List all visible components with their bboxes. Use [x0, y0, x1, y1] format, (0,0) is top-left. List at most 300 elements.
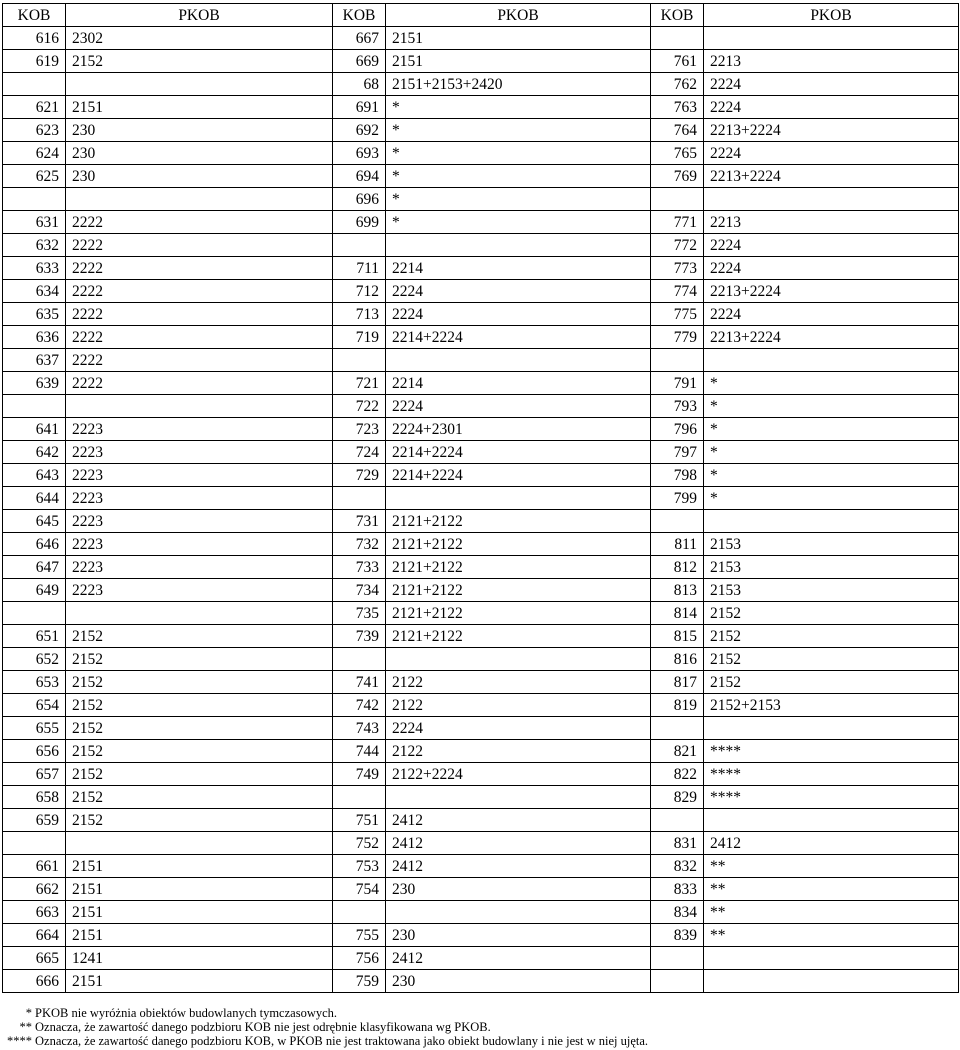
pkob-cell: 1241 [66, 947, 333, 970]
kob-cell: 666 [3, 970, 66, 993]
pkob-cell: ** [704, 924, 959, 947]
kob-cell: 829 [651, 786, 704, 809]
table-row [3, 487, 959, 510]
kob-cell [651, 510, 704, 533]
kob-cell: 693 [333, 142, 386, 165]
kob-cell: 833 [651, 878, 704, 901]
pkob-cell: 230 [66, 165, 333, 188]
kob-cell: 68 [333, 73, 386, 96]
kob-cell [3, 602, 66, 625]
kob-cell: 625 [3, 165, 66, 188]
kob-cell: 743 [333, 717, 386, 740]
header-kob-2: KOB [333, 4, 386, 27]
table-row [3, 602, 959, 625]
kob-cell: 659 [3, 809, 66, 832]
pkob-cell: ** [704, 855, 959, 878]
kob-cell: 649 [3, 579, 66, 602]
pkob-cell: 2214 [386, 257, 651, 280]
pkob-cell: 2224 [704, 73, 959, 96]
kob-cell: 811 [651, 533, 704, 556]
kob-cell: 815 [651, 625, 704, 648]
pkob-cell [386, 487, 651, 510]
pkob-cell: **** [704, 786, 959, 809]
kob-cell [651, 188, 704, 211]
pkob-cell: 2121+2122 [386, 579, 651, 602]
kob-cell: 775 [651, 303, 704, 326]
pkob-cell: 2213+2224 [704, 119, 959, 142]
kob-cell: 632 [3, 234, 66, 257]
footnote-text: Oznacza, że zawartość danego podzbioru KOB, w PKOB nie jest traktowana jako obiekt budowlany i nie jest w niej ujęta. [35, 1034, 649, 1048]
kob-cell: 798 [651, 464, 704, 487]
kob-cell: 772 [651, 234, 704, 257]
pkob-cell: 2151 [386, 27, 651, 50]
pkob-cell: 2224 [386, 280, 651, 303]
pkob-cell: 2122+2224 [386, 763, 651, 786]
pkob-cell: * [386, 119, 651, 142]
table-row [3, 418, 959, 441]
pkob-cell: 230 [386, 970, 651, 993]
pkob-cell [386, 349, 651, 372]
kob-cell: 635 [3, 303, 66, 326]
pkob-cell [66, 832, 333, 855]
pkob-cell: 2151 [66, 901, 333, 924]
pkob-cell: 2153 [704, 556, 959, 579]
pkob-cell: 2224 [386, 395, 651, 418]
kob-cell [333, 786, 386, 809]
kob-cell: 723 [333, 418, 386, 441]
pkob-cell [66, 73, 333, 96]
pkob-cell: 2152+2153 [704, 694, 959, 717]
pkob-cell: 2122 [386, 671, 651, 694]
header-kob-3: KOB [651, 4, 704, 27]
kob-cell: 643 [3, 464, 66, 487]
kob-cell: 699 [333, 211, 386, 234]
table-row [3, 372, 959, 395]
kob-cell: 741 [333, 671, 386, 694]
pkob-cell: 2223 [66, 464, 333, 487]
kob-cell: 719 [333, 326, 386, 349]
kob-cell [651, 970, 704, 993]
pkob-cell: 230 [66, 142, 333, 165]
table-row [3, 809, 959, 832]
kob-cell: 665 [3, 947, 66, 970]
pkob-cell [704, 27, 959, 50]
pkob-cell: ** [704, 901, 959, 924]
pkob-cell: 2213+2224 [704, 165, 959, 188]
kob-cell [651, 809, 704, 832]
header-pkob-3: PKOB [704, 4, 959, 27]
pkob-cell: 2214 [386, 372, 651, 395]
pkob-cell [704, 970, 959, 993]
kob-cell: 771 [651, 211, 704, 234]
table-row [3, 786, 959, 809]
pkob-cell: 2151 [66, 924, 333, 947]
kob-pkob-table [2, 3, 959, 993]
table-row [3, 50, 959, 73]
table-row [3, 694, 959, 717]
kob-cell: 749 [333, 763, 386, 786]
table-body [3, 27, 959, 993]
pkob-cell: 2152 [704, 602, 959, 625]
kob-cell: 754 [333, 878, 386, 901]
kob-cell: 662 [3, 878, 66, 901]
pkob-cell: * [386, 142, 651, 165]
table-row [3, 625, 959, 648]
kob-cell: 759 [333, 970, 386, 993]
kob-cell: 735 [333, 602, 386, 625]
pkob-cell [386, 648, 651, 671]
table-row [3, 832, 959, 855]
pkob-cell [704, 510, 959, 533]
kob-cell: 721 [333, 372, 386, 395]
kob-cell: 761 [651, 50, 704, 73]
pkob-cell: 2222 [66, 211, 333, 234]
pkob-cell [66, 188, 333, 211]
pkob-cell: 2153 [704, 579, 959, 602]
pkob-cell: 2222 [66, 303, 333, 326]
table-row [3, 924, 959, 947]
kob-cell: 655 [3, 717, 66, 740]
table-row [3, 280, 959, 303]
table-row [3, 970, 959, 993]
pkob-cell [704, 809, 959, 832]
kob-cell: 636 [3, 326, 66, 349]
kob-cell: 621 [3, 96, 66, 119]
kob-cell: 755 [333, 924, 386, 947]
kob-cell: 813 [651, 579, 704, 602]
pkob-cell: 2224 [704, 303, 959, 326]
pkob-cell: 2152 [66, 50, 333, 73]
kob-cell: 669 [333, 50, 386, 73]
table-row [3, 234, 959, 257]
pkob-cell: 2214+2224 [386, 326, 651, 349]
kob-cell: 774 [651, 280, 704, 303]
pkob-cell: 2152 [66, 625, 333, 648]
kob-cell [333, 648, 386, 671]
kob-cell: 639 [3, 372, 66, 395]
kob-cell: 691 [333, 96, 386, 119]
pkob-cell: 2152 [704, 648, 959, 671]
kob-cell: 733 [333, 556, 386, 579]
footnote [0, 1020, 648, 1034]
kob-cell: 616 [3, 27, 66, 50]
kob-cell: 797 [651, 441, 704, 464]
pkob-cell: 2121+2122 [386, 602, 651, 625]
kob-cell: 656 [3, 740, 66, 763]
kob-cell: 819 [651, 694, 704, 717]
pkob-cell: * [704, 441, 959, 464]
pkob-cell: * [386, 188, 651, 211]
pkob-cell: 2122 [386, 740, 651, 763]
pkob-cell: 2224 [704, 142, 959, 165]
kob-cell: 752 [333, 832, 386, 855]
pkob-cell: 2214+2224 [386, 464, 651, 487]
pkob-cell [704, 349, 959, 372]
pkob-cell: 2412 [704, 832, 959, 855]
pkob-cell: 2222 [66, 326, 333, 349]
pkob-cell: 2152 [66, 717, 333, 740]
pkob-cell [386, 234, 651, 257]
pkob-cell: **** [704, 763, 959, 786]
pkob-cell: 2223 [66, 441, 333, 464]
pkob-cell: 2151 [66, 96, 333, 119]
pkob-cell: 2151 [66, 970, 333, 993]
table-row [3, 901, 959, 924]
header-kob-1: KOB [3, 4, 66, 27]
kob-cell: 769 [651, 165, 704, 188]
pkob-cell: 2412 [386, 947, 651, 970]
pkob-cell: 2151+2153+2420 [386, 73, 651, 96]
pkob-cell: 2224+2301 [386, 418, 651, 441]
kob-cell: 831 [651, 832, 704, 855]
pkob-cell: * [704, 395, 959, 418]
kob-cell: 773 [651, 257, 704, 280]
pkob-cell: 2223 [66, 418, 333, 441]
kob-cell: 822 [651, 763, 704, 786]
pkob-cell: 2121+2122 [386, 510, 651, 533]
kob-cell: 623 [3, 119, 66, 142]
kob-cell: 663 [3, 901, 66, 924]
kob-cell: 763 [651, 96, 704, 119]
table-row [3, 211, 959, 234]
pkob-cell: 2152 [66, 740, 333, 763]
table-row [3, 395, 959, 418]
footnote-mark: **** [7, 1034, 32, 1048]
kob-cell: 762 [651, 73, 704, 96]
pkob-cell: 2412 [386, 855, 651, 878]
pkob-cell: 2214+2224 [386, 441, 651, 464]
kob-cell [651, 717, 704, 740]
pkob-cell: 2302 [66, 27, 333, 50]
footnote [0, 1006, 648, 1020]
pkob-cell: 2152 [66, 671, 333, 694]
kob-cell [333, 487, 386, 510]
pkob-cell [386, 901, 651, 924]
header-row [3, 4, 959, 27]
kob-cell: 642 [3, 441, 66, 464]
pkob-cell: 2222 [66, 349, 333, 372]
table-row [3, 188, 959, 211]
kob-cell: 619 [3, 50, 66, 73]
kob-cell: 722 [333, 395, 386, 418]
pkob-cell: * [386, 165, 651, 188]
pkob-cell: 2224 [386, 717, 651, 740]
table-row [3, 303, 959, 326]
table-row [3, 441, 959, 464]
pkob-cell: 2152 [66, 694, 333, 717]
kob-cell: 654 [3, 694, 66, 717]
table-row [3, 27, 959, 50]
footnote-mark: ** [19, 1020, 32, 1034]
table-row [3, 855, 959, 878]
kob-cell: 817 [651, 671, 704, 694]
kob-cell: 645 [3, 510, 66, 533]
table-row [3, 257, 959, 280]
kob-cell: 653 [3, 671, 66, 694]
table-row [3, 510, 959, 533]
pkob-cell: 2152 [66, 763, 333, 786]
kob-cell: 631 [3, 211, 66, 234]
kob-cell: 694 [333, 165, 386, 188]
pkob-cell: 2223 [66, 556, 333, 579]
kob-cell: 796 [651, 418, 704, 441]
kob-cell: 816 [651, 648, 704, 671]
table-row [3, 142, 959, 165]
kob-cell [651, 27, 704, 50]
kob-cell: 644 [3, 487, 66, 510]
kob-cell: 658 [3, 786, 66, 809]
table-row [3, 96, 959, 119]
footnotes [0, 1006, 648, 1048]
kob-cell: 799 [651, 487, 704, 510]
pkob-cell: 2213 [704, 211, 959, 234]
kob-cell [3, 395, 66, 418]
table-row [3, 671, 959, 694]
table-row [3, 717, 959, 740]
kob-cell: 832 [651, 855, 704, 878]
kob-cell: 779 [651, 326, 704, 349]
pkob-cell: 2121+2122 [386, 625, 651, 648]
pkob-cell: 2121+2122 [386, 556, 651, 579]
kob-cell: 734 [333, 579, 386, 602]
kob-cell: 756 [333, 947, 386, 970]
kob-cell [651, 947, 704, 970]
table-row [3, 740, 959, 763]
kob-cell: 765 [651, 142, 704, 165]
pkob-cell: * [704, 464, 959, 487]
pkob-cell: 2222 [66, 280, 333, 303]
header-pkob-2: PKOB [386, 4, 651, 27]
table-row [3, 464, 959, 487]
kob-cell: 731 [333, 510, 386, 533]
table-row [3, 349, 959, 372]
kob-cell: 751 [333, 809, 386, 832]
pkob-cell: 2222 [66, 372, 333, 395]
pkob-cell: **** [704, 740, 959, 763]
pkob-cell: 2152 [66, 648, 333, 671]
table-row [3, 648, 959, 671]
kob-cell: 764 [651, 119, 704, 142]
pkob-cell: 2222 [66, 257, 333, 280]
pkob-cell: * [704, 487, 959, 510]
kob-cell: 637 [3, 349, 66, 372]
pkob-cell: 2224 [386, 303, 651, 326]
pkob-cell: 2213+2224 [704, 280, 959, 303]
pkob-cell: 2223 [66, 487, 333, 510]
kob-cell [333, 349, 386, 372]
pkob-cell: 2151 [66, 878, 333, 901]
kob-cell: 711 [333, 257, 386, 280]
kob-cell: 652 [3, 648, 66, 671]
pkob-cell: 2152 [704, 625, 959, 648]
kob-cell: 624 [3, 142, 66, 165]
pkob-cell: 2412 [386, 832, 651, 855]
kob-cell: 634 [3, 280, 66, 303]
table-row [3, 763, 959, 786]
pkob-cell: ** [704, 878, 959, 901]
pkob-cell: 2121+2122 [386, 533, 651, 556]
pkob-cell [386, 786, 651, 809]
kob-cell: 713 [333, 303, 386, 326]
header-pkob-1: PKOB [66, 4, 333, 27]
pkob-cell: 2223 [66, 579, 333, 602]
pkob-cell: 2224 [704, 257, 959, 280]
kob-cell [3, 188, 66, 211]
table-row [3, 579, 959, 602]
pkob-cell: 2223 [66, 510, 333, 533]
kob-cell [333, 234, 386, 257]
pkob-cell: 2223 [66, 533, 333, 556]
kob-cell: 657 [3, 763, 66, 786]
pkob-cell [66, 395, 333, 418]
pkob-cell: 230 [66, 119, 333, 142]
pkob-cell: 2151 [386, 50, 651, 73]
pkob-cell: 230 [386, 878, 651, 901]
pkob-cell [66, 602, 333, 625]
kob-cell: 651 [3, 625, 66, 648]
pkob-cell: 230 [386, 924, 651, 947]
kob-cell: 839 [651, 924, 704, 947]
pkob-cell: * [704, 418, 959, 441]
pkob-cell: * [386, 96, 651, 119]
kob-cell: 633 [3, 257, 66, 280]
kob-cell: 692 [333, 119, 386, 142]
footnote-text: PKOB nie wyróżnia obiektów budowlanych tymczasowych. [35, 1006, 338, 1020]
kob-cell: 667 [333, 27, 386, 50]
table-row [3, 326, 959, 349]
kob-cell: 732 [333, 533, 386, 556]
kob-cell [651, 349, 704, 372]
kob-cell: 739 [333, 625, 386, 648]
pkob-cell: 2152 [66, 809, 333, 832]
kob-cell: 664 [3, 924, 66, 947]
kob-cell: 793 [651, 395, 704, 418]
footnote-mark: * [25, 1006, 32, 1020]
kob-cell: 646 [3, 533, 66, 556]
table-row [3, 556, 959, 579]
pkob-cell: 2152 [704, 671, 959, 694]
pkob-cell: 2151 [66, 855, 333, 878]
kob-cell: 712 [333, 280, 386, 303]
pkob-cell: 2412 [386, 809, 651, 832]
kob-cell [3, 73, 66, 96]
kob-cell: 696 [333, 188, 386, 211]
pkob-cell [704, 717, 959, 740]
pkob-cell: 2224 [704, 234, 959, 257]
pkob-cell: * [386, 211, 651, 234]
pkob-cell: * [704, 372, 959, 395]
pkob-cell [704, 188, 959, 211]
pkob-cell: 2213+2224 [704, 326, 959, 349]
footnote [0, 1034, 648, 1048]
pkob-cell: 2222 [66, 234, 333, 257]
kob-cell: 834 [651, 901, 704, 924]
pkob-cell: 2213 [704, 50, 959, 73]
kob-cell: 814 [651, 602, 704, 625]
kob-cell: 729 [333, 464, 386, 487]
table-row [3, 533, 959, 556]
kob-cell [3, 832, 66, 855]
table-row [3, 878, 959, 901]
kob-cell: 641 [3, 418, 66, 441]
table-row [3, 119, 959, 142]
table-row [3, 73, 959, 96]
kob-cell: 724 [333, 441, 386, 464]
kob-cell: 753 [333, 855, 386, 878]
kob-cell: 821 [651, 740, 704, 763]
kob-cell: 812 [651, 556, 704, 579]
kob-cell: 742 [333, 694, 386, 717]
